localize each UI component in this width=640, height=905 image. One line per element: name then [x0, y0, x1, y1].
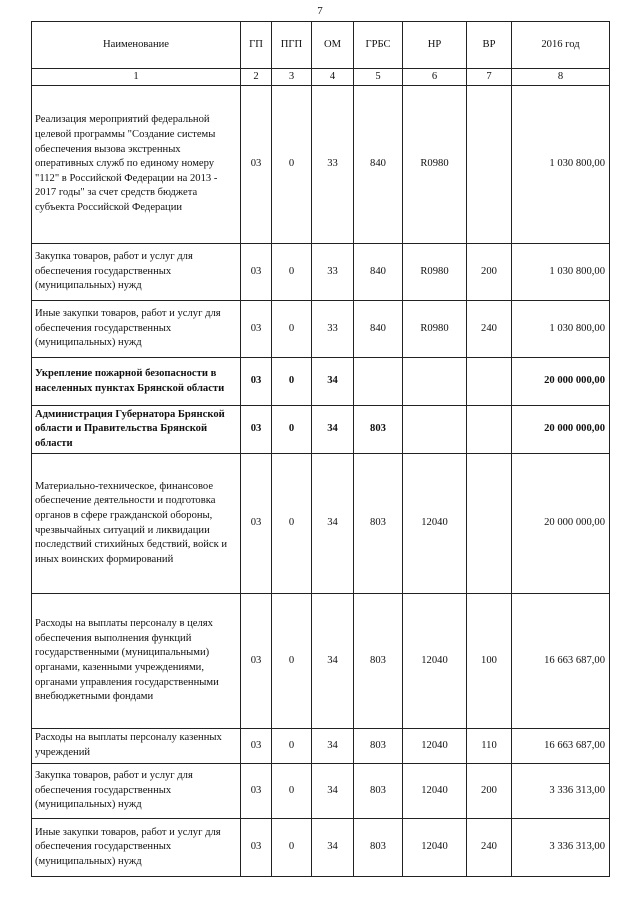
cell-amount: 1 030 800,00	[512, 301, 610, 358]
table-row	[32, 729, 610, 764]
cell-amount: 20 000 000,00	[512, 406, 610, 454]
cell-om: 34	[312, 594, 354, 729]
cell-nr: R0980	[403, 301, 467, 358]
cell-grbs	[354, 358, 403, 406]
cell-vr: 200	[467, 764, 512, 819]
cell-name: Материально-техническое, финансовое обеспечение деятельности и подготовка органов в сфере гражданской обороны, чрезвычайных ситуаций и ликвидации последствий стихийных бедствий, войск и иных воинских формирований	[32, 454, 241, 594]
table-body	[32, 86, 610, 877]
cell-pgp: 0	[272, 454, 312, 594]
cell-grbs: 840	[354, 244, 403, 301]
table-row	[32, 406, 610, 454]
header-cell-om: ОМ	[312, 22, 354, 69]
cell-vr	[467, 358, 512, 406]
cell-vr: 240	[467, 819, 512, 877]
cell-nr: 12040	[403, 729, 467, 764]
column-index-row	[32, 69, 610, 86]
cell-om: 34	[312, 729, 354, 764]
cell-amount: 3 336 313,00	[512, 819, 610, 877]
cell-vr	[467, 454, 512, 594]
cell-vr	[467, 86, 512, 244]
index-cell: 8	[512, 69, 610, 86]
cell-om: 34	[312, 819, 354, 877]
cell-nr: 12040	[403, 454, 467, 594]
cell-gp: 03	[241, 454, 272, 594]
page-number: 7	[317, 5, 323, 17]
cell-vr: 110	[467, 729, 512, 764]
cell-nr: 12040	[403, 594, 467, 729]
cell-grbs: 803	[354, 454, 403, 594]
cell-grbs: 803	[354, 819, 403, 877]
cell-om: 34	[312, 454, 354, 594]
cell-om: 34	[312, 358, 354, 406]
cell-pgp: 0	[272, 301, 312, 358]
cell-name: Укрепление пожарной безопасности в населенных пунктах Брянской области	[32, 358, 241, 406]
table-row	[32, 764, 610, 819]
cell-name: Иные закупки товаров, работ и услуг для обеспечения государственных (муниципальных) нужд	[32, 301, 241, 358]
cell-pgp: 0	[272, 358, 312, 406]
cell-om: 34	[312, 764, 354, 819]
cell-pgp: 0	[272, 729, 312, 764]
cell-vr: 240	[467, 301, 512, 358]
cell-amount: 16 663 687,00	[512, 594, 610, 729]
index-cell: 4	[312, 69, 354, 86]
cell-gp: 03	[241, 244, 272, 301]
cell-name: Закупка товаров, работ и услуг для обеспечения государственных (муниципальных) нужд	[32, 764, 241, 819]
cell-grbs: 803	[354, 764, 403, 819]
header-cell-name: Наименование	[32, 22, 241, 69]
cell-name: Администрация Губернатора Брянской области и Правительства Брянской области	[32, 406, 241, 454]
cell-nr	[403, 358, 467, 406]
index-cell: 1	[32, 69, 241, 86]
table-row	[32, 244, 610, 301]
cell-name: Расходы на выплаты персоналу в целях обеспечения выполнения функций государственными (муниципальными) органами, казенными учреждениями, органами управления государственными внебюджетными фондами	[32, 594, 241, 729]
cell-grbs: 803	[354, 729, 403, 764]
cell-vr: 100	[467, 594, 512, 729]
table-row	[32, 358, 610, 406]
cell-name: Расходы на выплаты персоналу казенных учреждений	[32, 729, 241, 764]
header-cell-nr: НР	[403, 22, 467, 69]
cell-grbs: 840	[354, 301, 403, 358]
cell-pgp: 0	[272, 244, 312, 301]
header-cell-amount: 2016 год	[512, 22, 610, 69]
cell-grbs: 803	[354, 406, 403, 454]
header-cell-vr: ВР	[467, 22, 512, 69]
cell-amount: 20 000 000,00	[512, 454, 610, 594]
cell-grbs: 840	[354, 86, 403, 244]
cell-pgp: 0	[272, 86, 312, 244]
header-cell-grbs: ГРБС	[354, 22, 403, 69]
cell-gp: 03	[241, 86, 272, 244]
cell-om: 33	[312, 244, 354, 301]
cell-pgp: 0	[272, 406, 312, 454]
table-row	[32, 594, 610, 729]
index-cell: 6	[403, 69, 467, 86]
cell-name: Реализация мероприятий федеральной целевой программы "Создание системы обеспечения вызова экстренных оперативных служб по единому номеру "112" в Российской Федерации на 2013 - 2017 годы" за счет средств бюджета субъекта Российской Федерации	[32, 86, 241, 244]
cell-pgp: 0	[272, 594, 312, 729]
cell-nr: R0980	[403, 244, 467, 301]
cell-om: 33	[312, 301, 354, 358]
cell-vr	[467, 406, 512, 454]
index-cell: 2	[241, 69, 272, 86]
header-row	[32, 22, 610, 69]
cell-nr: 12040	[403, 764, 467, 819]
cell-pgp: 0	[272, 819, 312, 877]
cell-nr	[403, 406, 467, 454]
cell-om: 34	[312, 406, 354, 454]
cell-gp: 03	[241, 301, 272, 358]
table-row	[32, 301, 610, 358]
cell-nr: 12040	[403, 819, 467, 877]
cell-gp: 03	[241, 358, 272, 406]
cell-name: Иные закупки товаров, работ и услуг для обеспечения государственных (муниципальных) нужд	[32, 819, 241, 877]
header-cell-pgp: ПГП	[272, 22, 312, 69]
cell-gp: 03	[241, 764, 272, 819]
cell-amount: 1 030 800,00	[512, 244, 610, 301]
header-cell-gp: ГП	[241, 22, 272, 69]
cell-pgp: 0	[272, 764, 312, 819]
cell-name: Закупка товаров, работ и услуг для обеспечения государственных (муниципальных) нужд	[32, 244, 241, 301]
cell-vr: 200	[467, 244, 512, 301]
cell-amount: 3 336 313,00	[512, 764, 610, 819]
cell-nr: R0980	[403, 86, 467, 244]
cell-om: 33	[312, 86, 354, 244]
cell-amount: 1 030 800,00	[512, 86, 610, 244]
budget-table	[31, 21, 610, 877]
cell-gp: 03	[241, 406, 272, 454]
cell-amount: 20 000 000,00	[512, 358, 610, 406]
cell-amount: 16 663 687,00	[512, 729, 610, 764]
cell-gp: 03	[241, 729, 272, 764]
cell-grbs: 803	[354, 594, 403, 729]
table-row	[32, 819, 610, 877]
index-cell: 3	[272, 69, 312, 86]
cell-gp: 03	[241, 594, 272, 729]
index-cell: 7	[467, 69, 512, 86]
cell-gp: 03	[241, 819, 272, 877]
table-row	[32, 454, 610, 594]
table-row	[32, 86, 610, 244]
index-cell: 5	[354, 69, 403, 86]
